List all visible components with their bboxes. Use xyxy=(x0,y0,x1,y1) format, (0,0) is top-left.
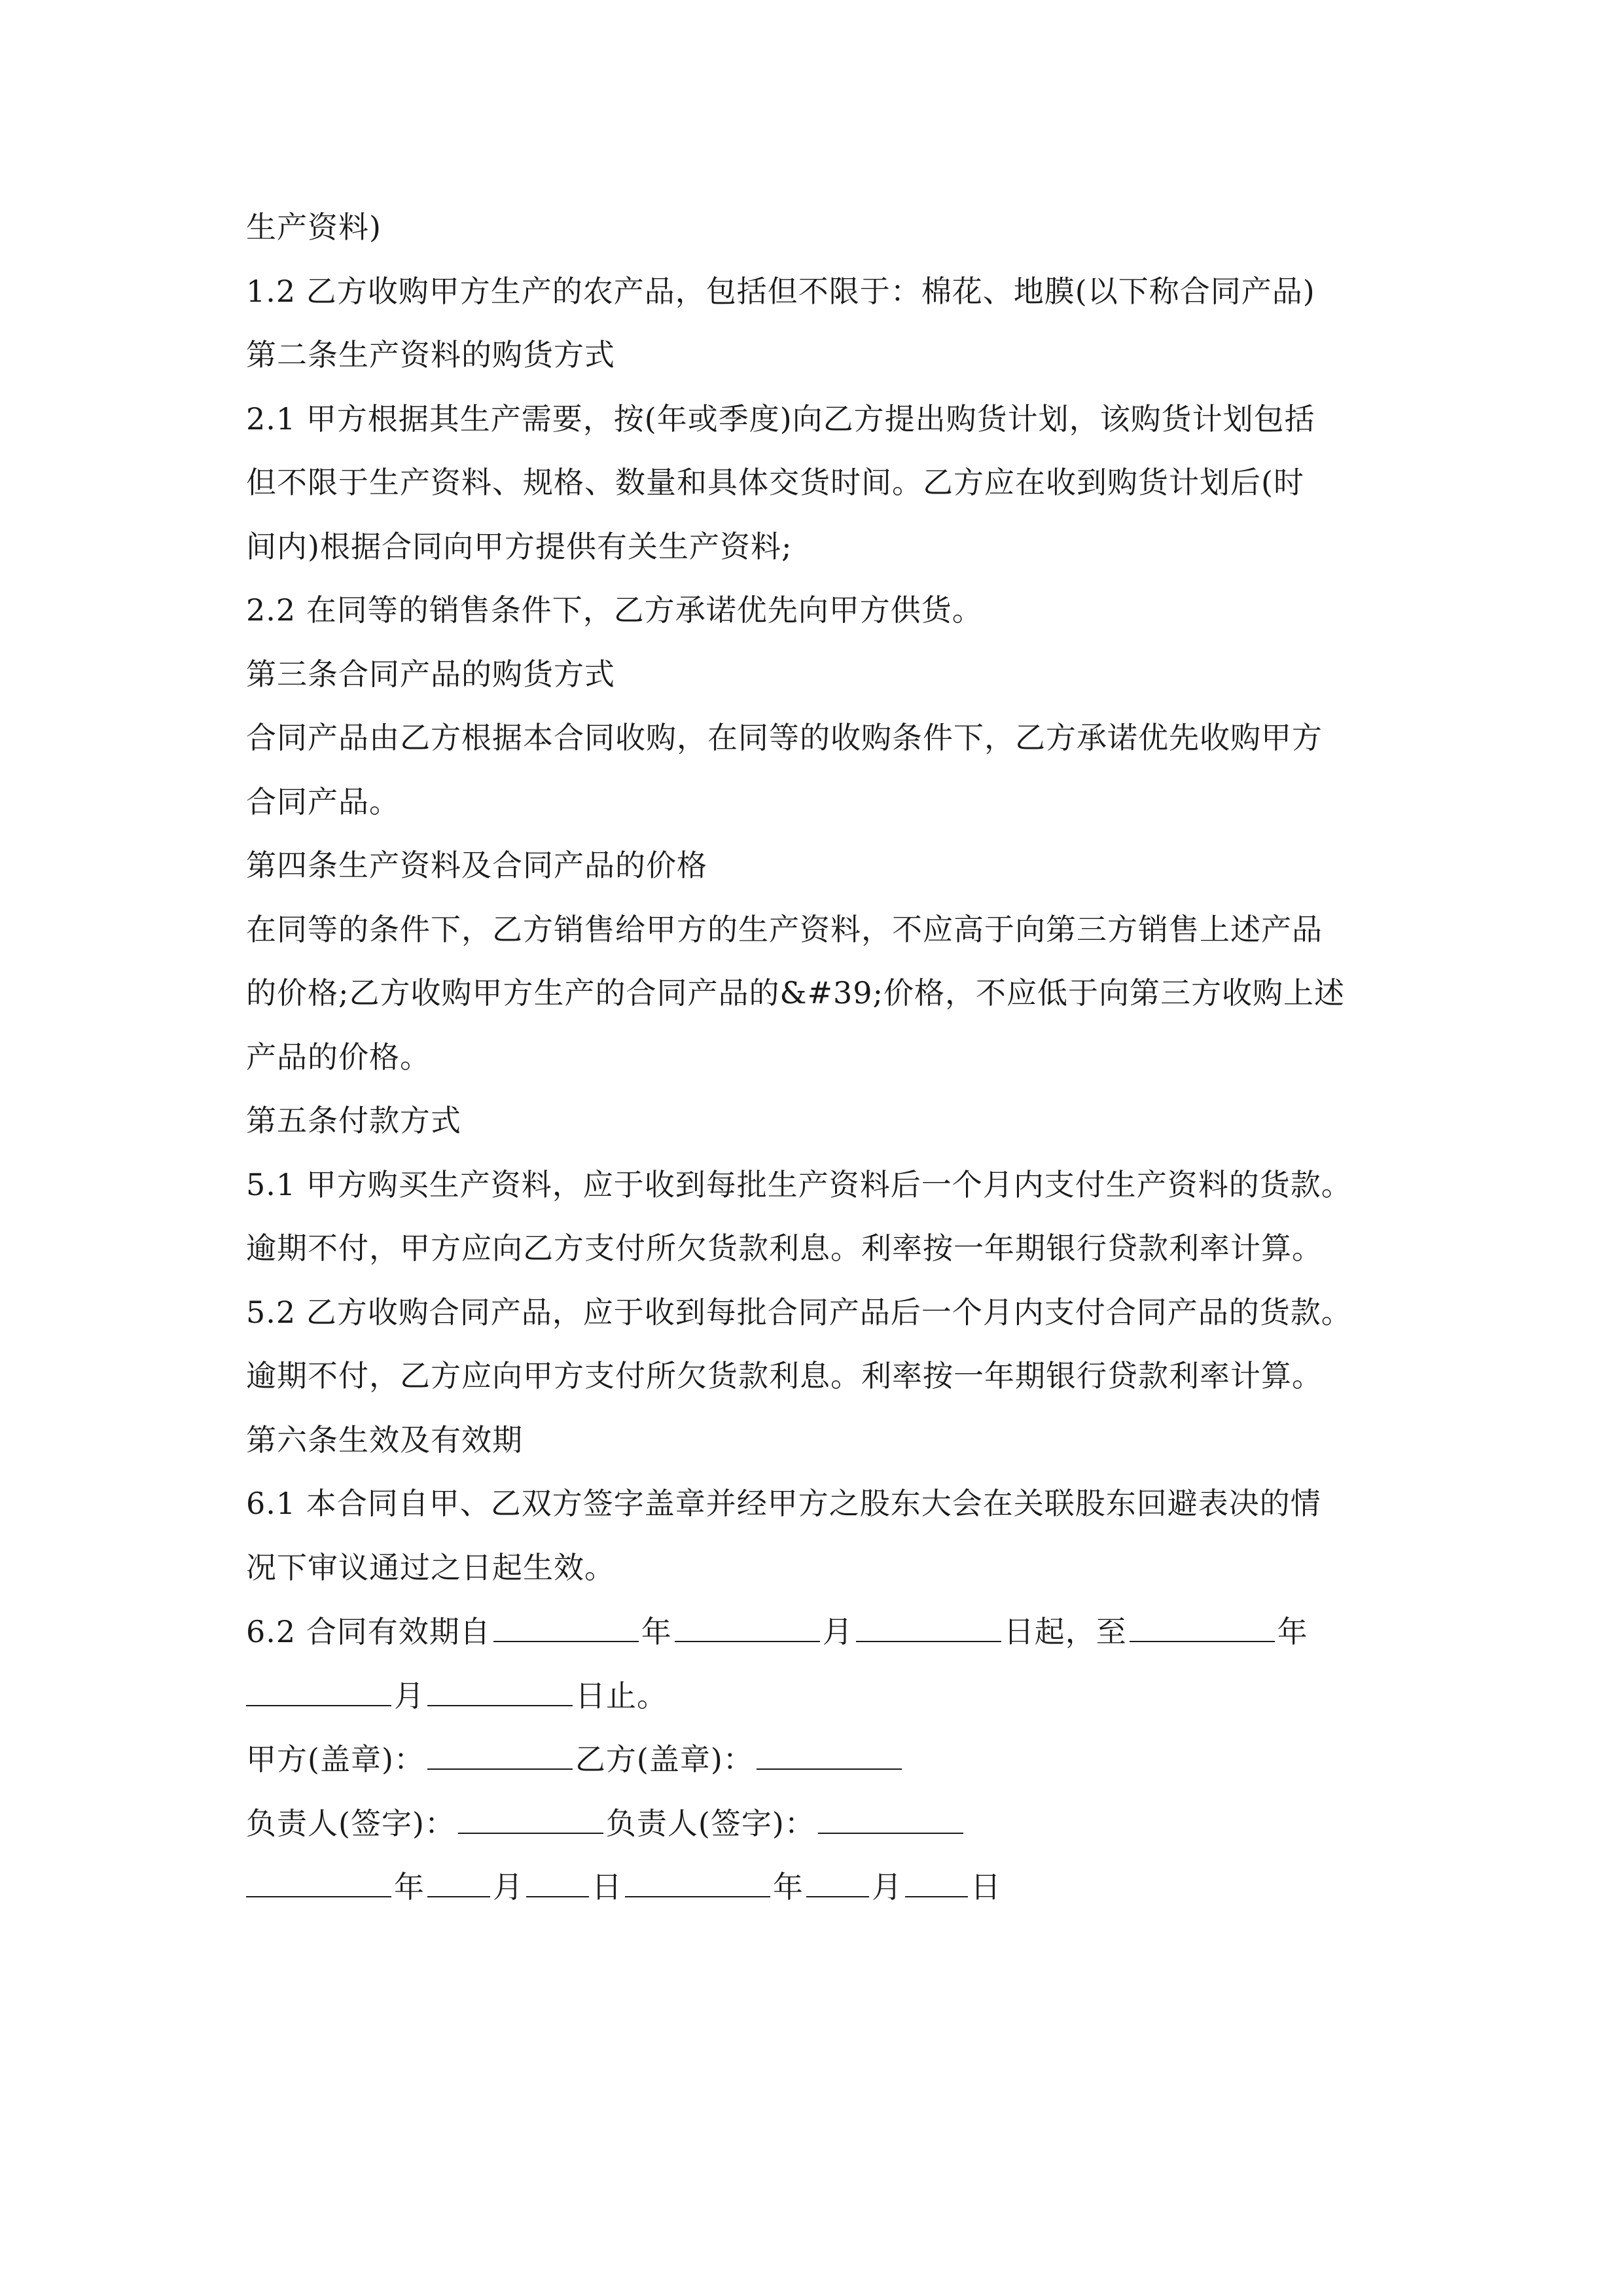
text-line: 的价格;乙方收购甲方生产的合同产品的&#39;价格，不应低于向第三方收购上述 xyxy=(246,975,1346,1011)
year-label: 年 xyxy=(394,1869,425,1905)
date-row xyxy=(246,1866,1001,1907)
blank-field[interactable] xyxy=(1130,1611,1275,1642)
day-label: 日 xyxy=(592,1869,622,1905)
date-year-field[interactable] xyxy=(246,1866,391,1897)
text-line: 生产资料) xyxy=(246,209,382,245)
date-day-field[interactable] xyxy=(905,1866,968,1897)
day-from-label: 日起，至 xyxy=(1003,1614,1127,1649)
blank-field[interactable] xyxy=(246,1675,391,1706)
text-line: 5.1 甲方购买生产资料，应于收到每批生产资料后一个月内支付生产资料的货款。 xyxy=(246,1167,1352,1202)
principal-b-field[interactable] xyxy=(818,1803,963,1834)
section-heading: 第三条合同产品的购货方式 xyxy=(246,656,615,692)
month-label: 月 xyxy=(872,1869,902,1905)
year-label: 年 xyxy=(641,1614,672,1649)
blank-field[interactable] xyxy=(493,1611,639,1642)
month-label: 月 xyxy=(493,1869,524,1905)
signature-row xyxy=(246,1803,966,1843)
text-line: 2.1 甲方根据其生产需要，按(年或季度)向乙方提出购货计划，该购货计划包括 xyxy=(246,401,1315,437)
blank-field[interactable] xyxy=(675,1611,820,1642)
month-label: 月 xyxy=(822,1614,853,1649)
section-heading: 第六条生效及有效期 xyxy=(246,1422,523,1458)
blank-field[interactable] xyxy=(427,1675,573,1706)
text-line: 在同等的条件下，乙方销售给甲方的生产资料，不应高于向第三方销售上述产品 xyxy=(246,912,1323,947)
seal-row xyxy=(246,1738,904,1779)
day-end-label: 日止。 xyxy=(575,1678,668,1713)
validity-prefix: 6.2 合同有效期自 xyxy=(246,1614,491,1649)
date-month-field[interactable] xyxy=(806,1866,869,1897)
section-heading: 第五条付款方式 xyxy=(246,1103,461,1138)
year-label: 年 xyxy=(773,1869,804,1905)
date-year-field[interactable] xyxy=(625,1866,770,1897)
party-b-seal-field[interactable] xyxy=(757,1738,902,1770)
date-month-field[interactable] xyxy=(427,1866,490,1897)
text-line: 6.1 本合同自甲、乙双方签字盖章并经甲方之股东大会在关联股东回避表决的情 xyxy=(246,1486,1321,1521)
text-line: 2.2 在同等的销售条件下，乙方承诺优先向甲方供货。 xyxy=(246,592,983,628)
text-line: 但不限于生产资料、规格、数量和具体交货时间。乙方应在收到购货计划后(时 xyxy=(246,465,1304,500)
text-line: 间内)根据合同向甲方提供有关生产资料; xyxy=(246,529,793,564)
principal-a-label: 负责人(签字)： xyxy=(246,1806,455,1841)
section-heading: 第二条生产资料的购货方式 xyxy=(246,337,615,372)
year-end-label: 年 xyxy=(1277,1614,1308,1649)
blank-field[interactable] xyxy=(856,1611,1001,1642)
party-a-seal-field[interactable] xyxy=(427,1738,573,1770)
principal-a-field[interactable] xyxy=(458,1803,603,1834)
date-day-field[interactable] xyxy=(526,1866,589,1897)
section-heading: 第四条生产资料及合同产品的价格 xyxy=(246,848,707,883)
validity-line-1 xyxy=(246,1611,1308,1651)
validity-line-2 xyxy=(246,1675,668,1715)
text-line: 产品的价格。 xyxy=(246,1039,431,1075)
text-line: 合同产品。 xyxy=(246,784,400,819)
text-line: 况下审议通过之日起生效。 xyxy=(246,1550,615,1585)
party-a-seal-label: 甲方(盖章)： xyxy=(246,1742,425,1777)
text-line: 5.2 乙方收购合同产品，应于收到每批合同产品后一个月内支付合同产品的货款。 xyxy=(246,1295,1352,1330)
text-line: 逾期不付，乙方应向甲方支付所欠货款利息。利率按一年期银行贷款利率计算。 xyxy=(246,1358,1323,1393)
principal-b-label: 负责人(签字)： xyxy=(605,1806,815,1841)
text-line: 逾期不付，甲方应向乙方支付所欠货款利息。利率按一年期银行贷款利率计算。 xyxy=(246,1230,1323,1266)
text-line: 1.2 乙方收购甲方生产的农产品，包括但不限于：棉花、地膜(以下称合同产品) xyxy=(246,274,1315,309)
month-label: 月 xyxy=(394,1678,425,1713)
party-b-seal-label: 乙方(盖章)： xyxy=(575,1742,754,1777)
day-label: 日 xyxy=(971,1869,1001,1905)
text-line: 合同产品由乙方根据本合同收购，在同等的收购条件下，乙方承诺优先收购甲方 xyxy=(246,720,1323,755)
